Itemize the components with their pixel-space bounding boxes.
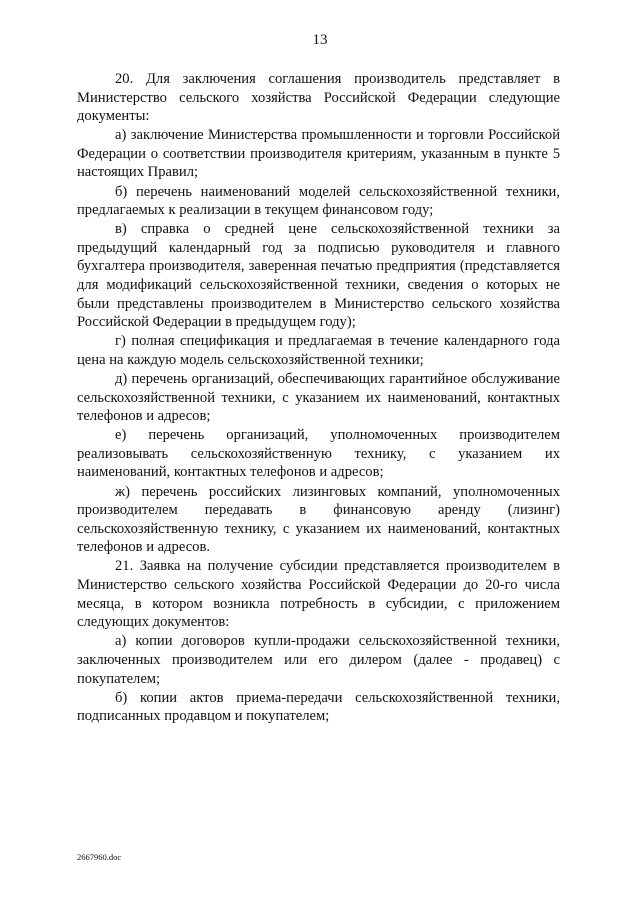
paragraph-21-item-b: б) копии актов приема-передачи сельскохозяйственной техники, подписанных продавцом и покупателем; <box>77 689 560 725</box>
paragraph-20-item-g: г) полная спецификация и предлагаемая в течение календарного года цена на каждую модель сельскохозяйственной техники; <box>77 333 560 368</box>
footer-file-code: 2667960.doc <box>77 852 122 862</box>
document-body <box>77 70 560 726</box>
page-number: 13 <box>312 32 328 48</box>
paragraph-20-item-zh: ж) перечень российских лизинговых компаний, уполномоченных производителем передавать в финансовую аренду (лизинг) сельскохозяйственную технику, с указанием их наименований, контактных телефонов и адресов. <box>77 483 560 556</box>
paragraph-21-item-a: а) копии договоров купли-продажи сельскохозяйственной техники, заключенных производителем или его дилером (далее - продавец) с покупателем; <box>77 633 560 687</box>
paragraph-20-item-e: е) перечень организаций, уполномоченных производителем реализовывать сельскохозяйственную технику, с указанием их наименований, контактных телефонов и адресов; <box>77 427 560 481</box>
paragraph-20-item-v: в) справка о средней цене сельскохозяйственной техники за предыдущий календарный год за подписью руководителя и главного бухгалтера производителя, заверенная печатью предприятия (представляется для модификаций сельскохозяйственной техники, сведения о которых не были представлены производителем в Министерство сельского хозяйства Российской Федерации в предыдущем году); <box>77 221 560 331</box>
paragraph-21-intro: 21. Заявка на получение субсидии представляется производителем в Министерство сельского хозяйства Российской Федерации до 20-го числа месяца, в котором возникла потребность в субсидии, с приложением следующих документов: <box>77 558 560 631</box>
paragraph-20-item-d: д) перечень организаций, обеспечивающих гарантийное обслуживание сельскохозяйственной техники, с указанием их наименований, контактных телефонов и адресов; <box>77 371 560 425</box>
paragraph-20-item-a: а) заключение Министерства промышленности и торговли Российской Федерации о соответствии производителя критериям, указанным в пункте 5 настоящих Правил; <box>77 127 560 181</box>
paragraph-20-intro: 20. Для заключения соглашения производитель представляет в Министерство сельского хозяйства Российской Федерации следующие документы: <box>77 71 560 125</box>
paragraph-20-item-b: б) перечень наименований моделей сельскохозяйственной техники, предлагаемых к реализации в текущем финансовом году; <box>77 183 560 219</box>
